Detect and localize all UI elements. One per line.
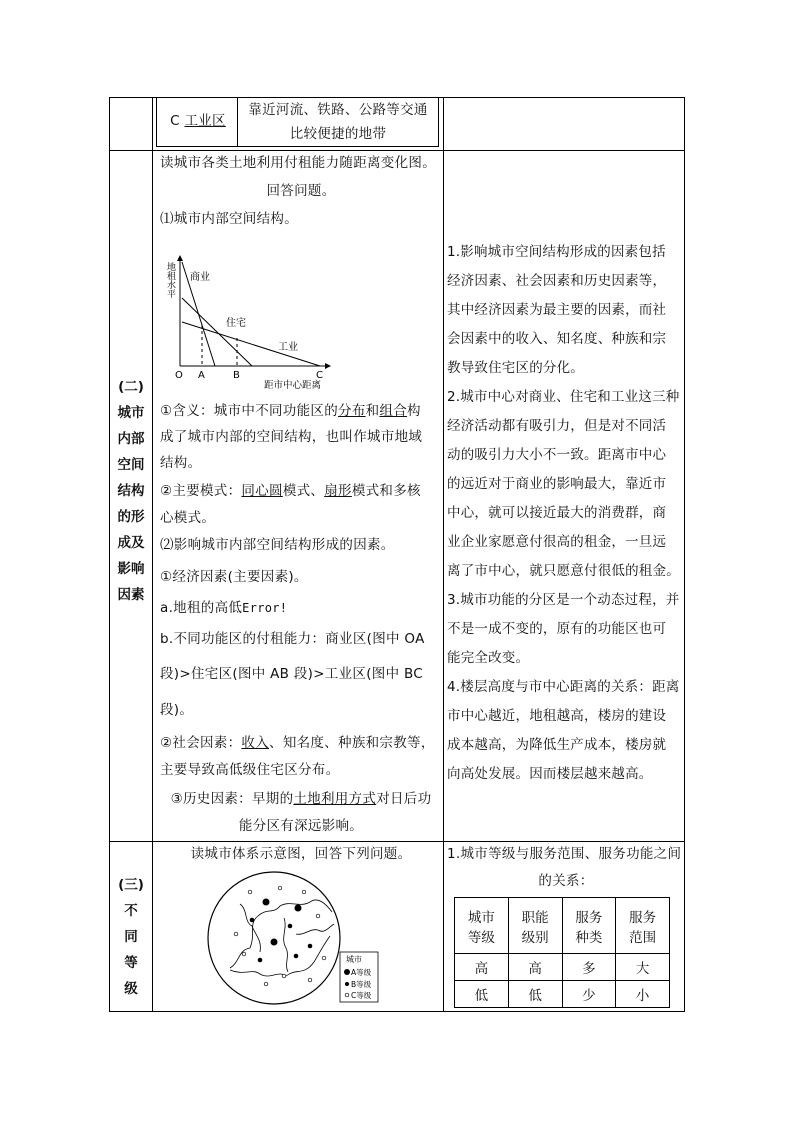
definition-line3: 结构。	[160, 455, 202, 471]
economic-factor: ①经济因素(主要因素)。	[160, 569, 308, 585]
economic-factor-a: a.地租的高低Error!	[160, 600, 288, 616]
table-cell: 少	[562, 981, 616, 1008]
industrial-zone-desc-line2: 比较便捷的地带	[289, 126, 387, 142]
note-line: 3.城市功能的分区是一个动态过程，并	[447, 592, 680, 608]
table-row	[455, 981, 670, 1008]
table-bottom-border	[109, 1011, 685, 1012]
label-origin: O	[175, 370, 183, 381]
note-line: 能完全改变。	[447, 650, 530, 666]
note-line: 会因素中的收入、知名度、种族和宗	[447, 331, 667, 347]
note-line: 成本越高，为降低生产成本，楼房就	[447, 737, 667, 753]
table-cell: 小	[616, 981, 670, 1008]
land-rent-chart	[160, 250, 340, 395]
section2-label: (二) 城市 内部 空间 结构 的形 成及 影响 因素	[117, 379, 145, 603]
table-cell: 多	[562, 954, 616, 981]
mode-line1: ②主要模式：同心圆模式、扇形模式和多核	[160, 483, 421, 499]
section3-intro: 读城市体系示意图，回答下列问题。	[190, 846, 412, 862]
residential-line	[182, 298, 252, 366]
table-header-cell: 服务 范围	[616, 898, 670, 954]
city-system-map	[200, 864, 380, 1009]
table-header-row	[455, 898, 670, 954]
label-point-b: B	[233, 370, 240, 381]
note-line: 中心，就可以接近最大的消费群，商	[447, 505, 667, 521]
economic-factor-b-line1: b.不同功能区的付租能力：商业区(图中 OA	[160, 631, 425, 647]
col-divider-1	[152, 97, 153, 1012]
note-line: 1.影响城市空间结构形成的因素包括	[447, 244, 666, 260]
section2-notes	[447, 238, 685, 789]
label-industry: 工业	[278, 342, 298, 353]
industrial-zone-desc-line1: 靠近河流、铁路、公路等交通	[248, 102, 428, 118]
section2-intro-line1: 读城市各类土地利用付租能力随距离变化图。	[160, 155, 436, 171]
label-commerce: 商业	[190, 272, 210, 283]
table-cell: 低	[455, 981, 509, 1008]
note-line: 经济活动都有吸引力，但是对不同活	[447, 418, 667, 434]
map-legend-b: B等级	[351, 980, 372, 989]
map-legend-c: C等级	[351, 991, 372, 1000]
city-rank-table	[454, 897, 670, 1008]
map-legend-title: 城市	[346, 955, 362, 964]
row-divider-1	[109, 150, 685, 151]
section3-note-line1: 1.城市等级与服务范围、服务功能之间	[447, 846, 682, 862]
table-cell: 高	[455, 954, 509, 981]
map-legend-a: A等级	[351, 968, 372, 977]
table-header-cell: 职能 级别	[508, 898, 562, 954]
note-line: 向高处发展。因而楼层越来越高。	[447, 766, 653, 782]
label-point-c: C	[316, 370, 323, 381]
social-factor-line2: 主要导致高低级住宅区分布。	[160, 762, 340, 778]
industrial-zone-label: C 工业区	[170, 113, 226, 129]
economic-factor-b-line2: 段)>住宅区(图中 AB 段)>工业区(图中 BC	[160, 666, 424, 682]
note-line: 的远近对于商业的影响最大，靠近市	[447, 476, 667, 492]
table-cell: 大	[616, 954, 670, 981]
note-line: 离了市中心，就只愿意付很低的租金。	[447, 563, 680, 579]
note-line: 2.城市中心对商业、住宅和工业这三种	[447, 389, 680, 405]
industry-line	[182, 322, 320, 366]
col-divider-2	[443, 97, 444, 1012]
table-cell: 低	[508, 981, 562, 1008]
historical-factor-line1: ③历史因素：早期的土地利用方式对日后功	[170, 791, 432, 807]
economic-factor-b-line3: 段)。	[160, 702, 194, 718]
note-line: 教导致住宅区的分化。	[447, 360, 584, 376]
label-point-a: A	[198, 370, 205, 381]
table-cell: 高	[508, 954, 562, 981]
question-2: ⑵影响城市内部空间结构形成的因素。	[160, 537, 395, 553]
section3-label: (三) 不 同 等 级	[118, 877, 144, 997]
mode-line2: 心模式。	[160, 510, 216, 526]
section2-intro-line2: 回答问题。	[266, 183, 336, 199]
label-residential: 住宅	[226, 318, 246, 329]
note-line: 经济因素、社会因素和历史因素等，	[447, 273, 667, 289]
question-1: ⑴城市内部空间结构。	[160, 211, 298, 227]
note-line: 动的吸引力大小不一致。距离市中心	[447, 447, 667, 463]
chart-xlabel: 距市中心距离	[264, 380, 322, 391]
note-line: 市中心越近，地租越高，楼房的建设	[447, 708, 667, 724]
social-factor-line1: ②社会因素：收入、知名度、种族和宗教等，	[160, 735, 435, 751]
historical-factor-line2: 能分区有深远影响。	[238, 818, 364, 834]
table-row	[455, 954, 670, 981]
chart-ylabel: 地租水平	[165, 262, 175, 298]
table-header-cell: 城市 等级	[455, 898, 509, 954]
definition-line1: ①含义：城市中不同功能区的分布和组合构	[160, 403, 421, 419]
section3-note-line2: 的关系：	[538, 873, 594, 889]
note-line: 4.楼层高度与市中心距离的关系：距离	[447, 679, 680, 695]
table-header-cell: 服务 种类	[562, 898, 616, 954]
note-line: 业企业家愿意付很高的租金，一旦远	[447, 534, 667, 550]
note-line: 其中经济因素为最主要的因素，而社	[447, 302, 667, 318]
definition-line2: 成了城市内部的空间结构，也叫作城市地域	[160, 429, 423, 445]
row-divider-2	[109, 841, 685, 842]
note-line: 不是一成不变的，原有的功能区也可	[447, 621, 667, 637]
